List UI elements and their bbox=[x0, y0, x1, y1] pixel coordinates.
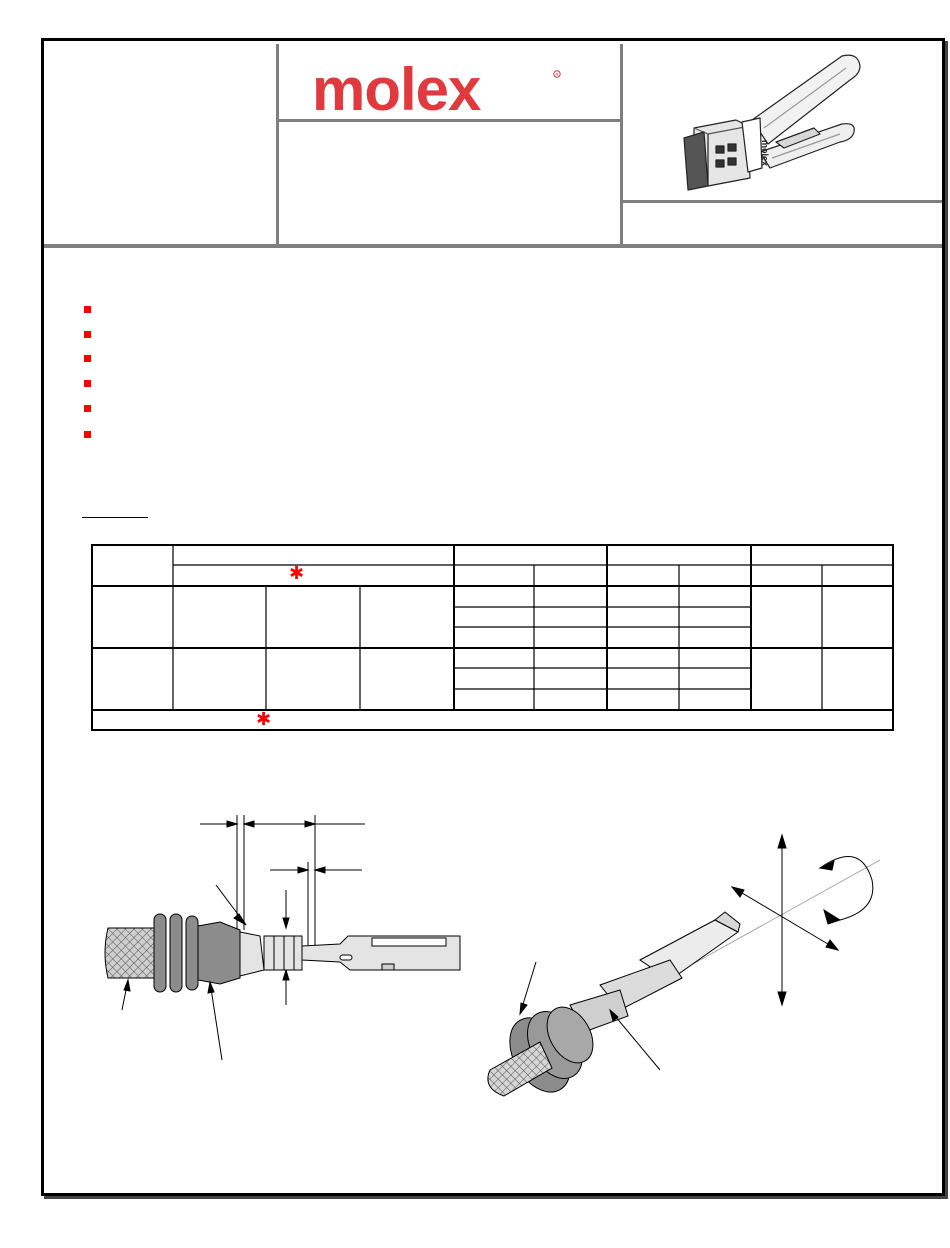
header-divider-right bbox=[620, 44, 623, 244]
section-heading-underline bbox=[82, 517, 148, 518]
crimp-tool-image bbox=[664, 48, 864, 198]
bullet-marker bbox=[84, 306, 91, 313]
header-bottom-rule bbox=[44, 244, 942, 248]
svg-text:R: R bbox=[555, 72, 559, 77]
svg-text:molex: molex bbox=[312, 60, 481, 116]
bullet-marker bbox=[84, 355, 91, 362]
spec-table bbox=[91, 544, 894, 731]
terminal-isometric-diagram bbox=[460, 820, 900, 1120]
bullet-marker bbox=[84, 405, 91, 412]
bullet-marker bbox=[84, 331, 91, 338]
terminal-side-view-diagram bbox=[100, 810, 470, 1070]
header-logo-rule bbox=[279, 119, 620, 122]
header-divider-left bbox=[276, 44, 279, 244]
note-asterisk: ✱ bbox=[289, 563, 305, 584]
svg-text:molex: molex bbox=[760, 140, 770, 167]
bullet-marker bbox=[84, 380, 91, 387]
molex-logo bbox=[312, 60, 562, 116]
bullet-marker bbox=[84, 431, 91, 438]
header-image-rule bbox=[623, 200, 942, 203]
note-asterisk: ✱ bbox=[256, 709, 272, 730]
